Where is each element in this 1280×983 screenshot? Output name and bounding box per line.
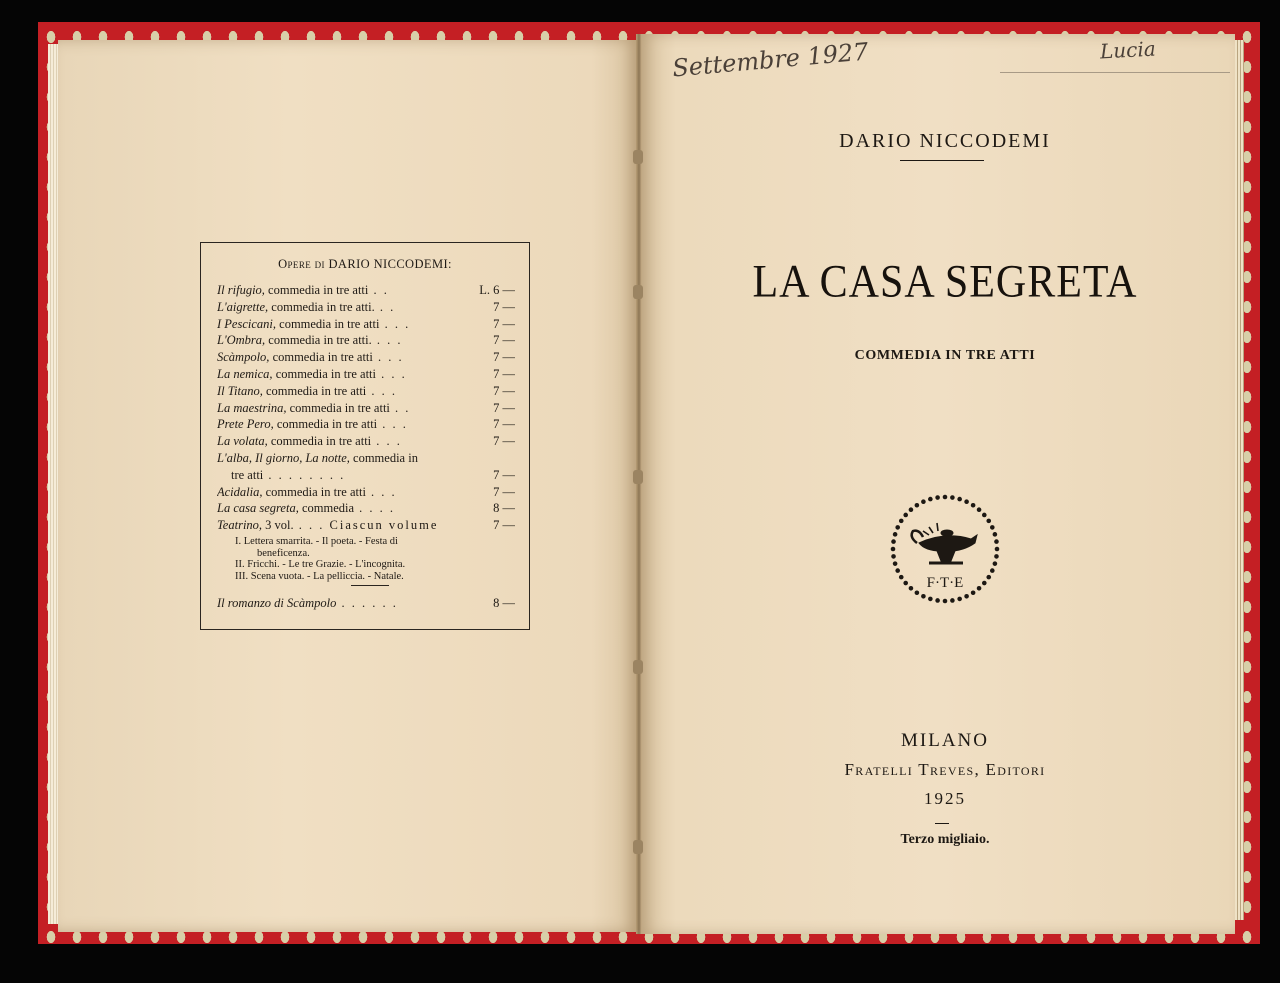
work-description: commedia in tre atti [286, 400, 390, 415]
work-row [217, 500, 515, 517]
logo-ring-dot [964, 594, 969, 599]
logo-ring-dot [982, 513, 987, 518]
teatrino-line: beneficenza. [257, 547, 310, 559]
logo-ring-dot [964, 499, 969, 504]
work-title: La nemica, [217, 367, 273, 381]
work-price: 7 — [493, 400, 515, 415]
teatrino-line: III. Scena vuota. - La pelliccia. - Natale. [235, 570, 404, 582]
work-description: tre atti [231, 467, 264, 482]
work-title: La maestrina, [217, 400, 287, 415]
logo-ring-dot [986, 575, 991, 580]
work-title: La volata, [217, 434, 268, 449]
logo-ring-dot [921, 594, 926, 599]
logo-ring-dot [909, 507, 914, 512]
logo-ring-dot [891, 539, 896, 544]
work-dots: . . . [379, 316, 411, 331]
book-subtitle: COMMEDIA IN TRE ATTI [854, 348, 1036, 363]
work-description: commedia [298, 501, 355, 516]
work-dots: . . . [377, 417, 408, 432]
work-row [217, 433, 515, 450]
logo-ring-dot [893, 561, 898, 566]
work-price: 7 — [493, 417, 515, 432]
logo-ring-dot [915, 503, 920, 508]
teatrino-line: I. Lettera smarrita. - Il poeta. - Festa di [235, 536, 398, 547]
work-title: Prete Pero, [217, 417, 274, 432]
work-price: 8 — [493, 501, 515, 516]
publisher-name: Fratelli Treves, Editori [844, 760, 1046, 779]
work-row [217, 299, 515, 316]
work-title: Acidalia, [217, 484, 263, 499]
binding-stitch [633, 285, 643, 299]
author-rule [900, 160, 984, 161]
work-dots: . . . [372, 350, 404, 365]
work-title: Il rifugio, [217, 283, 265, 297]
work-dots: . . . [376, 367, 407, 381]
teatrino-line: II. Fricchi. - Le tre Grazie. - L'incognita. [235, 559, 406, 570]
work-description: commedia in tre atti [262, 484, 366, 499]
work-dots: . . . [365, 484, 397, 499]
logo-ring-dot [893, 532, 898, 537]
logo-ring-dot [995, 547, 1000, 552]
logo-ring-dot [891, 547, 896, 552]
work-dots: . . . [371, 333, 403, 348]
separator-rule [351, 585, 389, 586]
work-row [217, 366, 515, 383]
work-title: La casa segreta, [217, 501, 299, 516]
logo-ring-dot [921, 499, 926, 504]
logo-ring-dot [891, 554, 896, 559]
logo-ring-dot [971, 590, 976, 595]
logo-ring-dot [899, 519, 904, 524]
logo-ring-dot [943, 495, 948, 500]
logo-ring-dot [899, 575, 904, 580]
work-price: 7 — [493, 350, 515, 365]
work-description: commedia in [349, 451, 418, 465]
year-rule [935, 823, 949, 824]
work-dots: . . [374, 299, 396, 314]
work-price: 7 — [493, 316, 515, 331]
logo-ring-dot [990, 568, 995, 573]
logo-ring-dot [994, 539, 999, 544]
work-row [217, 316, 515, 333]
binding-stitch [633, 660, 643, 674]
logo-ring-dot [928, 597, 933, 602]
logo-ring-dot [957, 497, 962, 502]
handwritten-name: Lucia [1099, 36, 1157, 64]
work-price: L. 6 — [479, 283, 515, 297]
author-name: DARIO NICCODEMI [839, 130, 1051, 152]
pencil-line [1000, 72, 1230, 73]
logo-text: F·T·E [926, 575, 964, 591]
work-price: 7 — [493, 367, 515, 381]
logo-ring-dot [935, 598, 940, 603]
logo-ring-dot [977, 507, 982, 512]
logo-ring-dot [971, 503, 976, 508]
work-row [217, 467, 515, 484]
work-price: 7 — [493, 518, 515, 533]
work-title: I Pescicani, [217, 316, 277, 331]
logo-ring-dot [986, 519, 991, 524]
work-dots: . . [389, 400, 411, 415]
work-price: 7 — [493, 333, 515, 348]
logo-ring-dot [903, 581, 908, 586]
novel-price: 8 — [493, 596, 515, 610]
work-description: commedia in tre atti [276, 316, 380, 331]
novel-dots: . . . . . . [336, 596, 398, 610]
binding-stitch [633, 470, 643, 484]
work-dots: . . . . . . . . [263, 467, 346, 482]
work-description: commedia in tre atti [272, 367, 376, 381]
work-row [217, 400, 515, 417]
work-title: L'alba, Il giorno, La notte, [217, 451, 350, 465]
printing-note: Terzo migliaio. [900, 832, 990, 847]
binding-stitch [633, 840, 643, 854]
logo-ring-dot [950, 495, 955, 500]
work-title: Il Titano, [217, 383, 263, 398]
logo-ring-dot [903, 513, 908, 518]
work-description: commedia in tre atti. [268, 299, 375, 314]
logo-ring-dot [895, 525, 900, 530]
logo-ring-dot [993, 561, 998, 566]
works-heading [201, 257, 529, 272]
works-list-box [200, 242, 530, 630]
work-dots: . . . . [354, 501, 396, 516]
logo-ring-dot [990, 525, 995, 530]
work-title: L'aigrette, [217, 299, 269, 314]
work-description: commedia in tre atti [269, 350, 373, 365]
work-row [217, 517, 515, 534]
work-dots: . . [368, 283, 389, 297]
work-price: 7 — [493, 383, 515, 398]
logo-ring-dot [977, 586, 982, 591]
work-row [217, 450, 515, 467]
novel-title: Il romanzo di Scàmpolo [217, 596, 337, 610]
work-title: L'Ombra, [217, 333, 266, 348]
logo-ring-dot [994, 554, 999, 559]
work-price: 7 — [493, 484, 515, 499]
work-dots: . . . [371, 434, 402, 449]
work-title: Scàmpolo, [217, 350, 270, 365]
works-heading-author: DARIO NICCODEMI: [328, 257, 452, 271]
work-description: commedia in tre atti [264, 283, 369, 297]
binding-stitch [633, 150, 643, 164]
work-row [217, 349, 515, 366]
novel-row [217, 595, 515, 612]
work-price: 7 — [493, 467, 515, 482]
logo-ring-dot [909, 586, 914, 591]
publication-year: 1925 [924, 789, 966, 808]
logo-ring-dot [993, 532, 998, 537]
work-row [217, 416, 515, 433]
logo-ring-dot [935, 495, 940, 500]
logo-ring-dot [982, 581, 987, 586]
work-description: commedia in tre atti [273, 417, 378, 432]
logo-ring-dot [915, 590, 920, 595]
publisher-city: MILANO [901, 730, 989, 751]
work-description: 3 vol. [262, 518, 294, 533]
logo-ring-dot [950, 598, 955, 603]
logo-ring-dot [895, 568, 900, 573]
work-dots: . . . [366, 383, 398, 398]
work-row [217, 484, 515, 501]
publisher-lamp-logo [889, 493, 1001, 605]
work-description: commedia in tre atti. [265, 333, 372, 348]
work-description: commedia in tre atti [262, 383, 367, 398]
work-row [217, 332, 515, 349]
work-dots: . . . Ciascun volume [293, 518, 439, 533]
work-price: 7 — [493, 299, 515, 314]
logo-ring-dot [943, 599, 948, 604]
book-title: LA CASA SEGRETA [752, 256, 1138, 308]
oil-lamp-icon [912, 523, 977, 563]
logo-ring-dot [957, 597, 962, 602]
handwritten-date: Settembre 1927 [671, 37, 870, 83]
book-spine-gutter [636, 34, 642, 934]
logo-ring-dot [928, 497, 933, 502]
work-description: commedia in tre atti [267, 434, 372, 449]
work-title: Teatrino, [217, 518, 263, 533]
work-row [217, 383, 515, 400]
work-price: 7 — [493, 434, 515, 449]
works-heading-prefix: Opere di [278, 257, 325, 271]
work-row [217, 282, 515, 299]
